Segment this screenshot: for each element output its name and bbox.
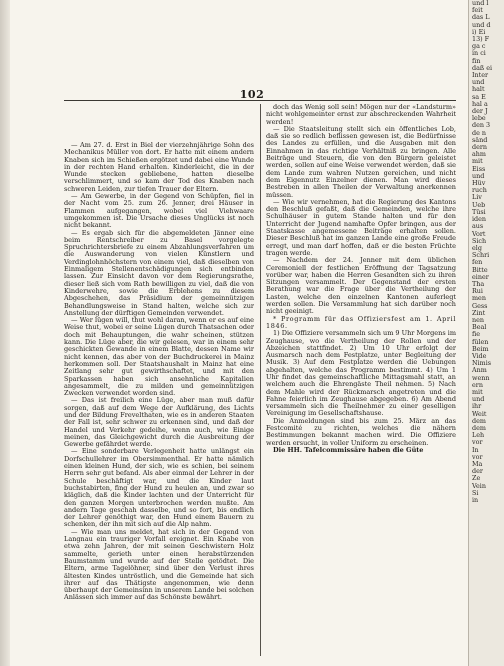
adjacent-page-line: 13) F [472,35,490,44]
left-paragraph: — Wer lügen will, thut wohl daran, wenn er es auf eine Weise thut, wobei er seine Lügen durch Thatsachen oder doch mit Behauptungen, die wahr scheinen, stützen kann. Die Lüge aber, die wir gelesen, war in einem sehr geschickten Gewande in einem Blatte, dessen Name wir nicht kennen, das aber von der Buchdruckerei in Mainz herkommen soll. Der Staatshaushalt in Mainz hat eine Zeitlang sehr gut gewirthschaftet, und mit den Sparkassen haben sich ansehnliche Kapitalien angesammelt, die zu milden und gemeinnützigen Zwecken verwendet worden sind. [64,316,254,398]
adjacent-page-line: Tüsi [472,207,486,216]
right-paragraph: doch das Wenig soll sein! Mögen nur der «Landsturm» nicht wohlgemeinter ernst zur abschreckenden Wahrheit werden! [266,104,456,126]
adjacent-page-line: Beal [472,323,487,332]
adjacent-page-line: In [472,445,479,454]
adjacent-page-line: in [472,496,479,505]
column-divider [260,104,261,656]
left-paragraph: — Am 27. d. Erst in Biel der vierzehnjährige Sohn des Mechanikus Müller von dort. Er hatte mit einem andern Knaben sich im Schießen ergötzet und dabei eine Wunde in der rechten Hand erhalten. Kinderleicht, die in der Wunde stecken gebliebene, hatten dieselbe verschlimmert, und so kam der Tod des Knaben nach schweren Leiden, zur tiefen Trauer der Eltern. [64,141,254,193]
adjacent-page-line: in ci [472,49,486,58]
adjacent-page-line: Hüv [472,179,486,188]
program-heading: * Programm für das Offiziersfest am 1. April 1846. [266,314,456,330]
adjacent-page-line: ahm [472,150,486,159]
adjacent-page-line: daß ei [472,63,493,72]
adjacent-page-line: der J [472,107,488,116]
adjacent-page-strip [468,0,504,666]
adjacent-page-line: ihr [472,402,482,411]
adjacent-page-line: Gess [472,301,488,310]
right-paragraph: — Nachdem der 24. Jenner mit dem üblichen Ceremoniell der festlichen Eröffnung der Tagsatzung vorüber war, haben die Herren Gesandten sich zu ihren Sitzungen versammelt. Der Gegenstand der ersten Berathung war die Frage über die Vertheilung der Lasten, welche den einzelnen Kantonen auferlegt werden sollen. Die Versammlung hat sich darüber noch nicht geeinigt. [266,256,456,316]
right-paragraph-final [266,447,456,454]
adjacent-page-line: i) Ei [472,27,486,36]
adjacent-page-line: sa E [472,92,486,101]
adjacent-page-line: Anm [472,366,487,375]
adjacent-page-line: und l [472,0,489,7]
adjacent-page-line: nen [472,315,485,324]
left-paragraph: — Es ergab sich für die abgemeldeten Jänner eine beim Rentschreiber zu Basel vorgelegte Spruchrichtersbriefe zu einem Abzahlungsverfahren um die Auswanderung von vielen Künstlern und Verdinglohnhöchstern von einem viel, daß dieselben von Einmaligem Stellenentschädigungen sich entbinden lassen. Zur Einsicht davon vor dem Regierungsrathe, dieser ließ sich vom Rath bewilligen zu viel, daß die von Kinderwehre, sowie die Erblehens zu diesem Abgeschehen, das Präsidium der gemeinnützigen Behandlungsweise in Stand halten, welche sich zur Anstellung der dürftigen Gemeinden verwendet. [64,228,254,317]
adjacent-page-line: fen [472,258,483,267]
adjacent-page-line: lebe [472,114,486,123]
adjacent-page-line: Vort [472,229,486,238]
adjacent-page-line: Zint [472,308,486,317]
adjacent-page-line: Inter [472,71,489,80]
adjacent-page-line: vor [472,452,483,461]
adjacent-page-line: der [472,467,483,476]
adjacent-page-line: und [472,395,485,404]
right-paragraph: 1) Die Offiziere versammeln sich um 9 Uhr Morgens im Zeughause, wo die Vertheilung der Rollen und der Abzeichen stattfindet. 2) Um 10 Uhr erfolgt der Ausmarsch nach dem Festplatze, unter Begleitung der Musik. 3) Auf dem Festplatze werden die Uebungen abgehalten, welche das Programm bestimmt. 4) Um 1 Uhr findet das gemeinschaftliche Mittagsmahl statt, an welchem auch die Ehrengäste Theil nehmen. 5) Nach dem Mahle wird der Rückmarsch angetreten und die Fahne feierlich im Zeughause abgegeben. 6) Am Abend versammeln sich die Theilnehmer zu einer geselligen Vereinigung im Gesellschaftshause. [266,329,456,418]
adjacent-page-line: dern [472,143,488,152]
right-paragraph: Die Anmeldungen sind bis zum 25. März an das Festcomité zu richten, welches die nähern Bestimmungen bekannt machen wird. Die Offiziere werden ersucht, in voller Uniform zu erscheinen. [266,416,456,447]
adjacent-page-line: fin [472,56,481,65]
adjacent-page-line: wenn [472,373,490,382]
adjacent-page-line: Schri [472,251,490,260]
adjacent-page-line: mit [472,157,483,166]
page-left-edge [0,0,10,666]
left-paragraph: — Das ist freilich eine Lüge, aber man muß dafür sorgen, daß auf dem Wege der Aufklärung, des Lichts und der Bildung Frevelthaten, wie es in anderen Staaten der Fall ist, sehr schwer zu erkennen sind, und daß der Handel und Verkehr gedeihe, wenn auch, wie Einige meinen, das Gleichgewicht durch die Ausbreitung der Gewerbe gefährdet werde. [64,396,254,449]
adjacent-page-line: Nimis [472,359,492,368]
adjacent-page-line: den 3 [472,121,491,130]
final-bold-line: Die HH. Tafelcommissäre haben die Güte [273,445,424,454]
adjacent-page-line: de n [472,128,487,137]
adjacent-page-line: feit [472,6,483,15]
adjacent-page-line: dem [472,416,486,425]
adjacent-page-line: Leh [472,431,485,440]
left-paragraph: — Am Gewerbe, in der Gegend von Schüpfen, fiel in der Nacht vom 25. zum 26. Jenner, drei Häuser in Flammen aufgegangen, wobei viel Viehwaare umgekommen ist. Die Ursache dieses Unglücks ist noch nicht bekannt. [64,192,254,230]
adjacent-page-line: das L [472,13,490,22]
adjacent-page-line: Liv [472,193,482,202]
adjacent-page-line: und [472,171,485,180]
right-paragraph: — Wie wir vernehmen, hat die Regierung des Kantons den Beschluß gefaßt, daß die Gemeinden, welche ihre Schulhäuser in gutem Stande halten und für den Unterricht der Jugend namhafte Opfer bringen, aus der Staatskasse angemessene Beiträge erhalten sollen. Dieser Beschluß hat im ganzen Lande eine große Freude erregt, und man darf hoffen, daß er die besten Früchte tragen werde. [266,197,456,257]
adjacent-page-line: Ma [472,460,483,468]
adjacent-page-line: iden [472,215,487,224]
right-column [266,104,456,660]
adjacent-page-line: Rui [472,287,483,296]
adjacent-page-line: einer [472,272,489,281]
header-rule [64,100,456,101]
adjacent-page-line: Ze [472,474,481,483]
adjacent-page-line: Ueb [472,200,486,209]
adjacent-page-line: ga c [472,42,486,51]
adjacent-page-line: sänd [472,135,488,144]
right-paragraph: — Die Staatsleitung stellt sich ein öffentliches Lob, daß sie so redlich beflissen gewesen ist, die Bedürfnisse des Landes zu erfüllen, und die Ausgaben mit den Einnahmen in das richtige Verhältniß zu bringen. Alle Beiträge und Steuern, die von den Bürgern geleistet werden, sollen auf eine Weise verwendet werden, daß sie dem Lande zum wahren Nutzen gereichen, und nicht dem Eigennutz Einzelner dienen. Man wird dieses Bestreben in allen Theilen der Verwaltung anerkennen müssen. [266,124,456,199]
adjacent-page-line: halt [472,85,485,94]
adjacent-page-line: Eiss [472,164,486,173]
adjacent-page-line: hal a [472,99,488,108]
adjacent-page-line: fie [472,330,481,339]
adjacent-page-line: fülen [472,337,489,346]
page-number: 102 [239,88,265,101]
adjacent-page-line: Sich [472,236,487,245]
adjacent-page-line: Vide [472,351,487,360]
left-paragraph: — Wie man uns meldet, hat sich in der Gegend von Langnau ein trauriger Vorfall ereignet. Ein Knabe von etwa zehn Jahren, der mit seinen Geschwistern Holz sammelte, gerieth unter einen herabstürzenden Baumstamm und wurde auf der Stelle getödtet. Die Eltern, arme Tagelöhner, sind über den Verlust ihres ältesten Kindes untröstlich, und die Gemeinde hat sich ihrer auf das Thätigste angenommen, wie denn überhaupt der Gemeinsinn in unserem Lande bei solchen Anlässen sich immer auf das Schönste bewährt. [64,527,254,602]
adjacent-page-line: und [472,78,485,87]
adjacent-page-line: men [472,294,486,303]
adjacent-page-line: vor [472,438,483,447]
adjacent-page-line: aus [472,222,484,231]
adjacent-page-line: mit [472,387,483,396]
adjacent-page-line: elg [472,243,482,252]
adjacent-page-line: ruch [472,186,487,195]
adjacent-page-line: Si [472,488,479,497]
adjacent-page-line: Beim [472,344,489,353]
adjacent-page-line: und d [472,20,491,29]
adjacent-page-line: Tha [472,279,485,288]
adjacent-page-line: Vein [472,481,486,490]
adjacent-page-line: ern [472,380,483,389]
adjacent-page-line: dem [472,423,486,432]
adjacent-page-line: Bitte [472,265,488,274]
left-column [64,104,254,660]
adjacent-page-line: Weit [472,409,487,418]
left-paragraph: — Eine sonderbare Verlegenheit hatte unlängst ein Dorfschullehrer im Obersimmenthal. Er hatte nämlich einen kleinen Hund, der sich, wie es schien, bei seinem Herrn sehr gut befand. Als aber einmal der Lehrer in der Schule beschäftigt war, und die Kinder laut buchstabirten, fing der Hund zu heulen an, und zwar so kläglich, daß die Kinder lachten und der Unterricht für den ganzen Morgen unterbrochen werden mußte. Am andern Tage geschah dasselbe, und so fort, bis endlich der Lehrer genöthigt war, den Hund einem Bauern zu schenken, der ihn mit sich auf die Alp nahm. [64,447,254,529]
